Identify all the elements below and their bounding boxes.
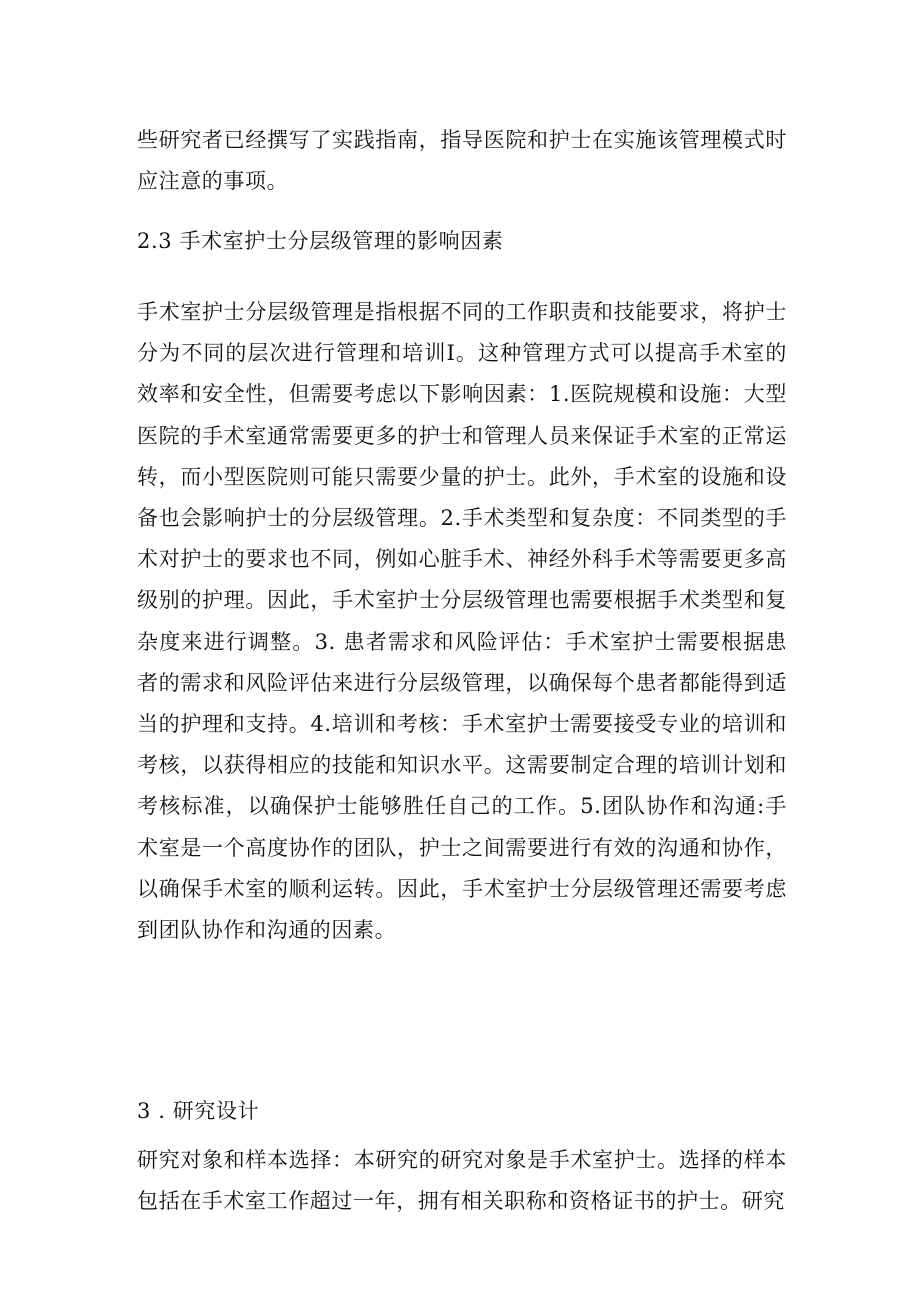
section-2-3-heading: 2.3 手术室护士分层级管理的影响因素 — [137, 229, 504, 253]
intro-paragraph: 些研究者已经撰写了实践指南，指导医院和护士在实施该管理模式时应注意的事项。 — [137, 128, 787, 194]
section-3-paragraph: 研究对象和样本选择：本研究的研究对象是手术室护士。选择的样本包括在手术室工作超过一年，拥有相关职称和资格证书的护士。研究 — [137, 1148, 787, 1214]
section-2-3-paragraph: 手术室护士分层级管理是指根据不同的工作职责和技能要求，将护士分为不同的层次进行管理和培训I。这种管理方式可以提高手术室的效率和安全性，但需要考虑以下影响因素：1.医院规模和设施：大型医院的手术室通常需要更多的护士和管理人员来保证手术室的正常运转，而小型医院则可能只需要少量的护士。此外，手术室的设施和设备也会影响护士的分层级管理。2.手术类型和复杂度：不同类型的手术对护士的要求也不同，例如心脏手术、神经外科手术等需要更多高级别的护理。因此，手术室护士分层级管理也需要根据手术类型和复杂度来进行调整。3. 患者需求和风险评估：手术室护士需要根据患者的需求和风险评估来进行分层级管理，以确保每个患者都能得到适当的护理和支持。4.培训和考核：手术室护士需要接受专业的培训和考核，以获得相应的技能和知识水平。这需要制定合理的培训计划和考核标准，以确保护士能够胜任自己的工作。5.团队协作和沟通:手术室是一个高度协作的团队，护士之间需要进行有效的沟通和协作，以确保手术室的顺利运转。因此，手术室护士分层级管理还需要考虑到团队协作和沟通的因素。 — [137, 300, 787, 943]
section-3-heading: 3 . 研究设计 — [137, 1099, 260, 1123]
